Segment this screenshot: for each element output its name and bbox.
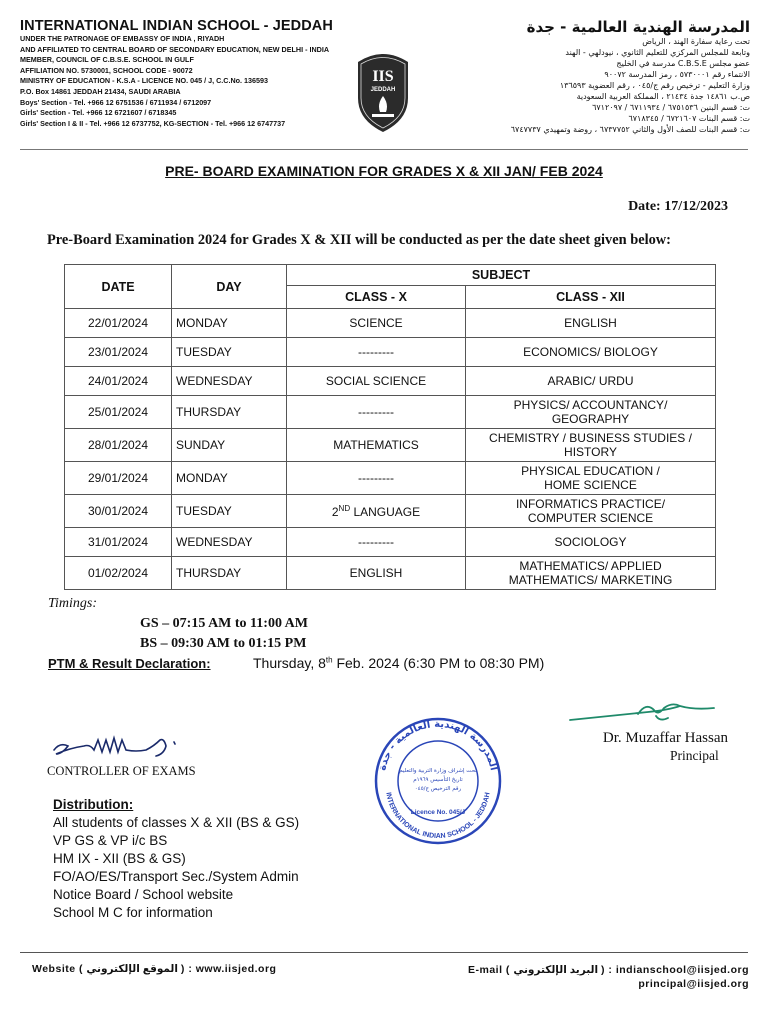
letterhead-line: وزارة التعليم - ترخيص رقم ج/٠٤٥ ، رقم العضوية ١٣٦٥٩٣ [559, 81, 750, 90]
letterhead-english [20, 18, 360, 129]
email-link-school[interactable]: indianschool@iisjed.org [615, 964, 749, 976]
header-class-xii: CLASS - XII [466, 286, 716, 309]
seal-arabic-text: المدرسة الهندية العالمية - جدة [377, 718, 499, 772]
footer-website [32, 963, 276, 975]
cell-class-x: --------- [287, 338, 466, 367]
cell-class-x: --------- [287, 528, 466, 557]
cell-class-xii: PHYSICAL EDUCATION / HOME SCIENCE [466, 462, 716, 495]
list-item: HM IX - XII (BS & GS) [53, 851, 186, 866]
intro-text: Pre-Board Examination 2024 for Grades X & XII will be conducted as per the date sheet given below: [47, 232, 671, 248]
cell-day: MONDAY [172, 309, 287, 338]
header-class-x: CLASS - X [287, 286, 466, 309]
cell-day: WEDNESDAY [172, 367, 287, 396]
cell-class-xii: SOCIOLOGY [466, 528, 716, 557]
cell-day: THURSDAY [172, 557, 287, 590]
cell-day: TUESDAY [172, 338, 287, 367]
cell-date: 22/01/2024 [65, 309, 172, 338]
letterhead-line: AND AFFILIATED TO CENTRAL BOARD OF SECONDARY EDUCATION, NEW DELHI - INDIA [20, 44, 330, 54]
cell-class-xii: ARABIC/ URDU [466, 367, 716, 396]
footer-divider [20, 952, 748, 953]
footer-email [468, 963, 749, 991]
letterhead-line: عضو مجلس C.B.S.E مدرسة في الخليج [616, 59, 750, 68]
email-label: E-mail ( البريد الإلكتروني ) : [468, 964, 613, 976]
controller-of-exams-title: CONTROLLER OF EXAMS [47, 764, 196, 778]
cell-day: SUNDAY [172, 429, 287, 462]
letterhead-line: MEMBER, COUNCIL OF C.B.S.E. SCHOOL IN GULF [20, 55, 194, 65]
timings-label: Timings: [48, 596, 98, 611]
list-item: FO/AO/ES/Transport Sec./System Admin [53, 869, 299, 884]
table-row [65, 309, 716, 338]
school-logo-icon [352, 48, 414, 136]
principal-name: Dr. Muzaffar Hassan [602, 730, 728, 746]
table-row [65, 528, 716, 557]
website-link[interactable]: www.iisjed.org [195, 963, 277, 975]
cell-date: 24/01/2024 [65, 367, 172, 396]
ptm-value: Thursday, 8th Feb. 2024 (6:30 PM to 08:30 PM) [253, 655, 545, 671]
list-item: All students of classes X & XII (BS & GS) [53, 815, 300, 830]
table-row [65, 462, 716, 495]
svg-text:المدرسة الهندية العالمية - جدة [377, 719, 499, 772]
letterhead-line: Girls' Section I & II - Tel. +966 12 6737752, KG-SECTION - Tel. +966 12 6747737 [20, 118, 286, 128]
cell-class-xii: PHYSICS/ ACCOUNTANCY/ GEOGRAPHY [466, 396, 716, 429]
table-row [65, 396, 716, 429]
letterhead-line: Girls' Section - Tel. +966 12 6721607 / 6718345 [20, 108, 177, 118]
timing-bs: BS – 09:30 AM to 01:15 PM [140, 636, 307, 651]
table-row [65, 338, 716, 367]
letterhead-line: الانتماء رقم ٥٧٣٠٠٠١ ، رمز المدرسة ٩٠٠٧٢ [604, 70, 750, 79]
letterhead-english-lines [20, 34, 360, 129]
letterhead-line: ص.ب ١٤٨٦١ جدة ٢١٤٣٤ ، المملكة العربية السعودية [576, 92, 750, 101]
letterhead [20, 18, 750, 148]
header-subject: SUBJECT [287, 265, 716, 286]
cell-class-xii: ENGLISH [466, 309, 716, 338]
seal-center-line-2: تاريخ التأسيس ١٩٦٩م [413, 777, 463, 783]
letterhead-line: UNDER THE PATRONAGE OF EMBASSY OF INDIA , RIYADH [20, 34, 225, 43]
logo-subtext: JEDDAH [370, 87, 396, 93]
exam-schedule-table [64, 264, 716, 590]
cell-class-x: 2ND LANGUAGE [287, 495, 466, 528]
cell-date: 28/01/2024 [65, 429, 172, 462]
email-link-principal[interactable]: principal@iisjed.org [638, 978, 749, 990]
list-item: School M C for information [53, 905, 213, 920]
table-row [65, 495, 716, 528]
letterhead-line: P.O. Box 14861 JEDDAH 21434, SAUDI ARABIA [20, 86, 181, 96]
cell-class-x: ENGLISH [287, 557, 466, 590]
cell-class-x: MATHEMATICS [287, 429, 466, 462]
cell-date: 23/01/2024 [65, 338, 172, 367]
cell-day: THURSDAY [172, 396, 287, 429]
distribution-heading: Distribution: [53, 797, 134, 812]
seal-center-line-1: تحت إشراف وزارة التربية والتعليم [399, 768, 477, 774]
letterhead-line: ت: قسم البنين ٦٧٥١٥٣٦ / ٦٧١١٩٣٤ / ٦٧١٢٠٩٧ [592, 103, 750, 112]
list-item: VP GS & VP i/c BS [53, 833, 168, 848]
header-date: DATE [65, 265, 172, 309]
school-seal-icon [364, 716, 512, 846]
document-title: PRE- BOARD EXAMINATION FOR GRADES X & XII JAN/ FEB 2024 [165, 163, 603, 179]
cell-date: 31/01/2024 [65, 528, 172, 557]
logo-text: IIS [372, 68, 394, 85]
cell-class-x: --------- [287, 462, 466, 495]
cell-class-x: SCIENCE [287, 309, 466, 338]
cell-class-x: --------- [287, 396, 466, 429]
cell-day: MONDAY [172, 462, 287, 495]
seal-licence-text: Licence No. 045/J [410, 809, 466, 816]
letterhead-line: وتابعة للمجلس المركزي للتعليم الثانوي ، نيودلهي - الهند [565, 48, 750, 57]
letterhead-line: Boys' Section - Tel. +966 12 6751536 / 6711934 / 6712097 [20, 97, 212, 107]
ptm-label: PTM & Result Declaration: [48, 656, 211, 671]
letterhead-line: تحت رعاية سفارة الهند ، الرياض [642, 37, 750, 46]
letterhead-line: AFFILIATION NO. 5730001, SCHOOL CODE - 90072 [20, 65, 193, 75]
table-row [65, 429, 716, 462]
principal-signature-icon [568, 694, 718, 728]
cell-date: 01/02/2024 [65, 557, 172, 590]
school-name-arabic: المدرسة الهندية العالمية - جدة [526, 18, 750, 36]
cell-day: TUESDAY [172, 495, 287, 528]
cell-class-xii: ECONOMICS/ BIOLOGY [466, 338, 716, 367]
distribution-list [53, 814, 299, 922]
cell-date: 25/01/2024 [65, 396, 172, 429]
letterhead-line: ت: قسم البنات للصف الأول والثاني ٦٧٣٧٧٥٢ ، روضة وتمهيدي ٦٧٤٧٧٣٧ [510, 125, 750, 134]
timing-gs: GS – 07:15 AM to 11:00 AM [140, 616, 308, 631]
letterhead-arabic [430, 18, 750, 135]
controller-signature-icon [50, 728, 210, 764]
list-item: Notice Board / School website [53, 887, 234, 902]
letterhead-line: MINISTRY OF EDUCATION - K.S.A - LICENCE NO. 045 / J, C.C.No. 136593 [20, 76, 269, 86]
cell-class-xii: MATHEMATICS/ APPLIED MATHEMATICS/ MARKETING [466, 557, 716, 590]
distribution-section [53, 796, 299, 922]
seal-center-line-3: رقم الترخيص ج/٠٤٥ [414, 786, 462, 792]
seal-english-text: INTERNATIONAL INDIAN SCHOOL - JEDDAH [384, 791, 492, 841]
header-divider [20, 149, 748, 150]
cell-class-xii: CHEMISTRY / BUSINESS STUDIES / HISTORY [466, 429, 716, 462]
cell-date: 29/01/2024 [65, 462, 172, 495]
website-label: Website ( الموقع الإلكتروني ) : [32, 963, 193, 975]
header-day: DAY [172, 265, 287, 309]
school-name-english: INTERNATIONAL INDIAN SCHOOL - JEDDAH [20, 18, 333, 34]
principal-title: Principal [670, 748, 719, 763]
cell-date: 30/01/2024 [65, 495, 172, 528]
cell-day: WEDNESDAY [172, 528, 287, 557]
document-date: Date: 17/12/2023 [628, 199, 728, 214]
letterhead-arabic-lines [430, 36, 750, 135]
cell-class-x: SOCIAL SCIENCE [287, 367, 466, 396]
letterhead-line: ت: قسم البنات ٦٧٢١٦٠٧ / ٦٧١٨٣٤٥ [628, 114, 750, 123]
table-row [65, 557, 716, 590]
table-row [65, 367, 716, 396]
cell-class-xii: INFORMATICS PRACTICE/ COMPUTER SCIENCE [466, 495, 716, 528]
